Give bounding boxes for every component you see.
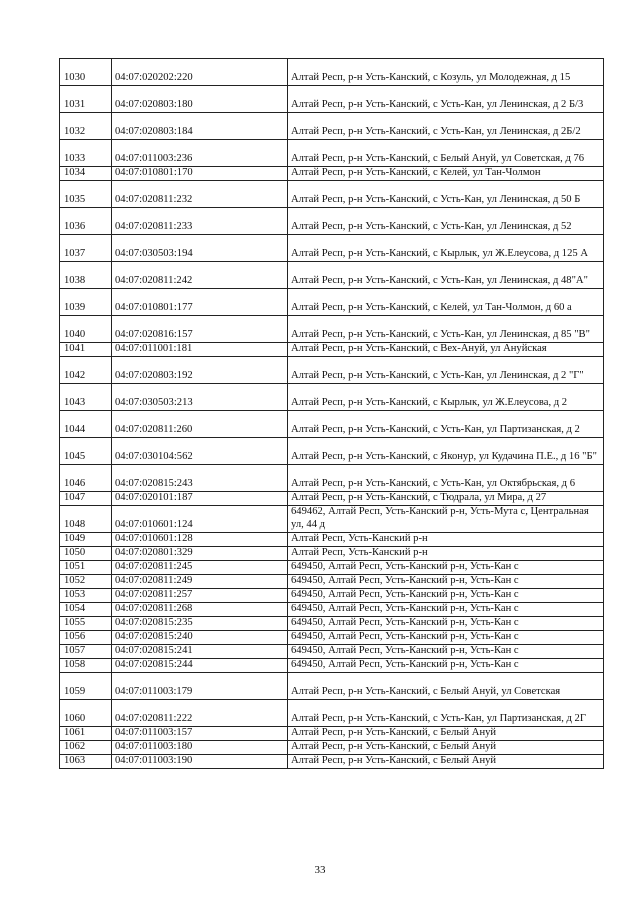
- row-number-cell: 1030: [60, 59, 112, 86]
- cadastral-number-cell: 04:07:020803:180: [112, 86, 288, 113]
- address-cell: Алтай Респ, р-н Усть-Канский, с Усть-Кан, ул Октябрьская, д 6: [288, 465, 604, 492]
- row-number-cell: 1052: [60, 575, 112, 589]
- row-number-cell: 1062: [60, 741, 112, 755]
- row-number-cell: 1049: [60, 533, 112, 547]
- cadastral-number-cell: 04:07:020815:240: [112, 631, 288, 645]
- row-number-cell: 1060: [60, 700, 112, 727]
- row-number-cell: 1034: [60, 167, 112, 181]
- address-cell: Алтай Респ, Усть-Канский р-н: [288, 547, 604, 561]
- row-number-cell: 1036: [60, 208, 112, 235]
- table-row: [60, 659, 604, 673]
- cadastral-number-cell: 04:07:020801:329: [112, 547, 288, 561]
- cadastral-number-cell: 04:07:020815:235: [112, 617, 288, 631]
- address-cell: Алтай Респ, р-н Усть-Канский, с Тюдрала, ул Мира, д 27: [288, 492, 604, 506]
- table-row: [60, 631, 604, 645]
- table-row: [60, 438, 604, 465]
- row-number-cell: 1035: [60, 181, 112, 208]
- row-number-cell: 1044: [60, 411, 112, 438]
- row-number-cell: 1056: [60, 631, 112, 645]
- table-row: [60, 700, 604, 727]
- row-number-cell: 1045: [60, 438, 112, 465]
- cadastral-number-cell: 04:07:020815:241: [112, 645, 288, 659]
- address-cell: Алтай Респ, р-н Усть-Канский, с Усть-Кан, ул Ленинская, д 2 "Г": [288, 357, 604, 384]
- table-row: [60, 357, 604, 384]
- cadastral-number-cell: 04:07:020811:249: [112, 575, 288, 589]
- table-row: [60, 533, 604, 547]
- cadastral-number-cell: 04:07:010601:128: [112, 533, 288, 547]
- address-cell: Алтай Респ, р-н Усть-Канский, с Усть-Кан, ул Ленинская, д 52: [288, 208, 604, 235]
- cadastral-number-cell: 04:07:010801:177: [112, 289, 288, 316]
- table-row: [60, 316, 604, 343]
- table-row: [60, 289, 604, 316]
- row-number-cell: 1040: [60, 316, 112, 343]
- table-row: [60, 208, 604, 235]
- cadastral-number-cell: 04:07:020816:157: [112, 316, 288, 343]
- table-row: [60, 140, 604, 167]
- table-row: [60, 589, 604, 603]
- row-number-cell: 1047: [60, 492, 112, 506]
- row-number-cell: 1041: [60, 343, 112, 357]
- address-cell: 649450, Алтай Респ, Усть-Канский р-н, Усть-Кан с: [288, 617, 604, 631]
- table-row: [60, 86, 604, 113]
- table-row: [60, 262, 604, 289]
- cadastral-number-cell: 04:07:020811:268: [112, 603, 288, 617]
- address-cell: Алтай Респ, р-н Усть-Канский, с Вех-Ануй, ул Ануйская: [288, 343, 604, 357]
- table-row: [60, 343, 604, 357]
- address-cell: 649462, Алтай Респ, Усть-Канский р-н, Усть-Мута с, Центральная ул, 44 д: [288, 506, 604, 533]
- address-cell: Алтай Респ, р-н Усть-Канский, с Усть-Кан, ул Ленинская, д 50 Б: [288, 181, 604, 208]
- row-number-cell: 1037: [60, 235, 112, 262]
- row-number-cell: 1048: [60, 506, 112, 533]
- row-number-cell: 1063: [60, 755, 112, 769]
- row-number-cell: 1057: [60, 645, 112, 659]
- address-cell: 649450, Алтай Респ, Усть-Канский р-н, Усть-Кан с: [288, 575, 604, 589]
- cadastral-number-cell: 04:07:020811:233: [112, 208, 288, 235]
- address-cell: Алтай Респ, р-н Усть-Канский, с Усть-Кан, ул Ленинская, д 2Б/2: [288, 113, 604, 140]
- registry-table-body: [60, 59, 604, 769]
- row-number-cell: 1050: [60, 547, 112, 561]
- address-cell: Алтай Респ, р-н Усть-Канский, с Белый Ануй: [288, 755, 604, 769]
- cadastral-number-cell: 04:07:011003:236: [112, 140, 288, 167]
- cadastral-number-cell: 04:07:011003:180: [112, 741, 288, 755]
- table-row: [60, 603, 604, 617]
- cadastral-number-cell: 04:07:010601:124: [112, 506, 288, 533]
- address-cell: Алтай Респ, р-н Усть-Канский, с Козуль, ул Молодежная, д 15: [288, 59, 604, 86]
- table-row: [60, 727, 604, 741]
- row-number-cell: 1051: [60, 561, 112, 575]
- table-row: [60, 59, 604, 86]
- address-cell: 649450, Алтай Респ, Усть-Канский р-н, Усть-Кан с: [288, 603, 604, 617]
- address-cell: 649450, Алтай Респ, Усть-Канский р-н, Усть-Кан с: [288, 561, 604, 575]
- row-number-cell: 1038: [60, 262, 112, 289]
- address-cell: Алтай Респ, р-н Усть-Канский, с Белый Ануй, ул Советская: [288, 673, 604, 700]
- row-number-cell: 1061: [60, 727, 112, 741]
- row-number-cell: 1055: [60, 617, 112, 631]
- cadastral-number-cell: 04:07:030104:562: [112, 438, 288, 465]
- cadastral-number-cell: 04:07:011003:179: [112, 673, 288, 700]
- cadastral-number-cell: 04:07:020811:242: [112, 262, 288, 289]
- address-cell: Алтай Респ, р-н Усть-Канский, с Усть-Кан, ул Партизанская, д 2: [288, 411, 604, 438]
- row-number-cell: 1033: [60, 140, 112, 167]
- table-row: [60, 167, 604, 181]
- cadastral-number-cell: 04:07:020815:244: [112, 659, 288, 673]
- address-cell: 649450, Алтай Респ, Усть-Канский р-н, Усть-Кан с: [288, 645, 604, 659]
- table-row: [60, 465, 604, 492]
- table-row: [60, 492, 604, 506]
- row-number-cell: 1043: [60, 384, 112, 411]
- table-row: [60, 547, 604, 561]
- address-cell: Алтай Респ, р-н Усть-Канский, с Кырлык, ул Ж.Елеусова, д 2: [288, 384, 604, 411]
- address-cell: Алтай Респ, р-н Усть-Канский, с Белый Ануй: [288, 727, 604, 741]
- cadastral-number-cell: 04:07:011001:181: [112, 343, 288, 357]
- cadastral-number-cell: 04:07:020101:187: [112, 492, 288, 506]
- table-row: [60, 673, 604, 700]
- row-number-cell: 1039: [60, 289, 112, 316]
- cadastral-number-cell: 04:07:020811:257: [112, 589, 288, 603]
- cadastral-number-cell: 04:07:020202:220: [112, 59, 288, 86]
- table-row: [60, 181, 604, 208]
- address-cell: Алтай Респ, р-н Усть-Канский, с Белый Ануй: [288, 741, 604, 755]
- cadastral-number-cell: 04:07:010801:170: [112, 167, 288, 181]
- address-cell: 649450, Алтай Респ, Усть-Канский р-н, Усть-Кан с: [288, 589, 604, 603]
- table-row: [60, 113, 604, 140]
- table-row: [60, 617, 604, 631]
- cadastral-number-cell: 04:07:011003:190: [112, 755, 288, 769]
- table-row: [60, 741, 604, 755]
- table-row: [60, 755, 604, 769]
- cadastral-number-cell: 04:07:020803:192: [112, 357, 288, 384]
- address-cell: Алтай Респ, р-н Усть-Канский, с Кырлык, ул Ж.Елеусова, д 125 А: [288, 235, 604, 262]
- row-number-cell: 1046: [60, 465, 112, 492]
- cadastral-number-cell: 04:07:020803:184: [112, 113, 288, 140]
- address-cell: Алтай Респ, р-н Усть-Канский, с Усть-Кан, ул Партизанская, д 2Г: [288, 700, 604, 727]
- table-row: [60, 506, 604, 533]
- address-cell: Алтай Респ, р-н Усть-Канский, с Усть-Кан, ул Ленинская, д 2 Б/3: [288, 86, 604, 113]
- row-number-cell: 1053: [60, 589, 112, 603]
- cadastral-number-cell: 04:07:011003:157: [112, 727, 288, 741]
- property-registry-table: [59, 58, 604, 769]
- cadastral-number-cell: 04:07:030503:194: [112, 235, 288, 262]
- address-cell: Алтай Респ, р-н Усть-Канский, с Белый Ануй, ул Советская, д 76: [288, 140, 604, 167]
- cadastral-number-cell: 04:07:020811:222: [112, 700, 288, 727]
- cadastral-number-cell: 04:07:020811:245: [112, 561, 288, 575]
- table-row: [60, 575, 604, 589]
- address-cell: 649450, Алтай Респ, Усть-Канский р-н, Усть-Кан с: [288, 631, 604, 645]
- row-number-cell: 1042: [60, 357, 112, 384]
- address-cell: Алтай Респ, р-н Усть-Канский, с Яконур, ул Кудачина П.Е., д 16 "Б": [288, 438, 604, 465]
- address-cell: 649450, Алтай Респ, Усть-Канский р-н, Усть-Кан с: [288, 659, 604, 673]
- row-number-cell: 1032: [60, 113, 112, 140]
- address-cell: Алтай Респ, р-н Усть-Канский, с Келей, ул Тан-Чолмон, д 60 а: [288, 289, 604, 316]
- address-cell: Алтай Респ, р-н Усть-Канский, с Келей, ул Тан-Чолмон: [288, 167, 604, 181]
- row-number-cell: 1054: [60, 603, 112, 617]
- address-cell: Алтай Респ, р-н Усть-Канский, с Усть-Кан, ул Ленинская, д 48"А": [288, 262, 604, 289]
- table-row: [60, 561, 604, 575]
- address-cell: Алтай Респ, Усть-Канский р-н: [288, 533, 604, 547]
- row-number-cell: 1031: [60, 86, 112, 113]
- row-number-cell: 1059: [60, 673, 112, 700]
- cadastral-number-cell: 04:07:020811:260: [112, 411, 288, 438]
- cadastral-number-cell: 04:07:020815:243: [112, 465, 288, 492]
- row-number-cell: 1058: [60, 659, 112, 673]
- table-row: [60, 384, 604, 411]
- page-number: 33: [314, 864, 326, 876]
- address-cell: Алтай Респ, р-н Усть-Канский, с Усть-Кан, ул Ленинская, д 85 "В": [288, 316, 604, 343]
- cadastral-number-cell: 04:07:020811:232: [112, 181, 288, 208]
- table-row: [60, 235, 604, 262]
- table-row: [60, 411, 604, 438]
- cadastral-number-cell: 04:07:030503:213: [112, 384, 288, 411]
- table-row: [60, 645, 604, 659]
